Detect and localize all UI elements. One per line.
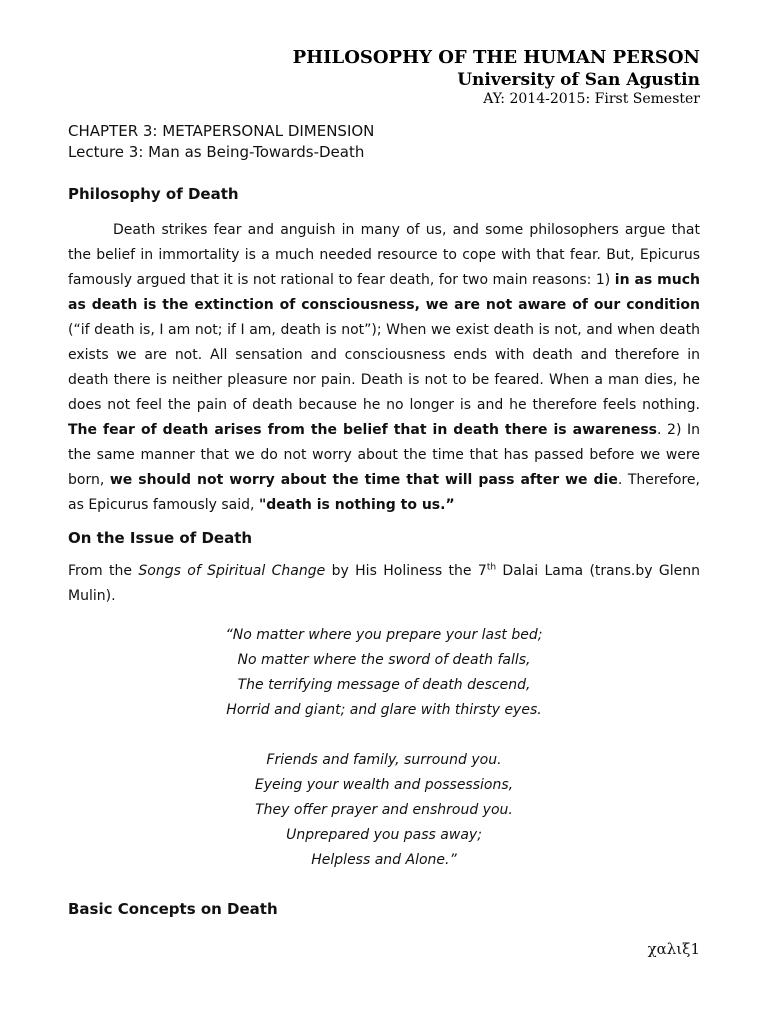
- text-run: Dalai Lama (trans.by Glenn Mulin).: [68, 563, 701, 604]
- ordinal-suffix: th: [486, 562, 497, 573]
- emphasis-text: we should not worry about the time that will pass after we die: [109, 472, 618, 488]
- text-run: . 2) In the same manner that we do not worry about the time that has passed before we were born,: [68, 422, 700, 488]
- document-body: [68, 121, 700, 920]
- philosophy-of-death-paragraph: [68, 218, 700, 518]
- poem-line: They offer prayer and enshroud you.: [255, 802, 513, 818]
- section-title-philosophy-of-death: Philosophy of Death: [68, 185, 239, 203]
- academic-term: AY: 2014-2015: First Semester: [483, 91, 700, 107]
- book-title: Songs of Spiritual Change: [138, 563, 326, 579]
- document-header: [293, 46, 700, 108]
- poem-line: “No matter where you prepare your last bed;: [225, 627, 543, 643]
- text-run: Death strikes fear and anguish in many of us, and some philosophers argue that the belief in immortality is a much needed resource to cope with that fear. But, Epicurus famously argued that it is not rational to fear death, for two main reasons: 1): [68, 222, 700, 288]
- page-footer: χαλιξ1: [647, 940, 700, 958]
- university-name: University of San Agustin: [457, 70, 700, 90]
- section-title-basic-concepts: Basic Concepts on Death: [68, 900, 278, 918]
- section-title-issue-of-death: On the Issue of Death: [68, 529, 253, 547]
- lecture-heading: Lecture 3: Man as Being-Towards-Death: [68, 143, 365, 161]
- text-run: From the: [68, 563, 139, 579]
- poem-line: Helpless and Alone.”: [311, 852, 457, 868]
- text-run: . Therefore, as Epicurus famously said,: [68, 472, 700, 513]
- poem-line: The terrifying message of death descend,: [237, 677, 531, 693]
- poem-stanza-2: [68, 748, 700, 873]
- dalai-lama-intro: [68, 559, 700, 609]
- text-run: (“if death is, I am not; if I am, death is not”); When we exist death is not, and when death exists we are not. All sensation and consciousness ends with death and therefore in death there is neither pleasure nor pain. Death is not to be feared. When a man dies, he does not feel the pain of death because he no longer is and he therefore feels nothing.: [68, 322, 700, 413]
- poem-line: Friends and family, surround you.: [266, 752, 502, 768]
- chapter-heading: CHAPTER 3: METAPERSONAL DIMENSION: [68, 122, 375, 140]
- poem-line: Eyeing your wealth and possessions,: [254, 777, 514, 793]
- emphasis-text: in as much as death is the extinction of consciousness, we are not aware of our condition: [68, 272, 700, 313]
- emphasis-text: The fear of death arises from the belief that in death there is awareness: [68, 422, 657, 438]
- text-run: by His Holiness the 7: [325, 563, 487, 579]
- poem-line: Horrid and giant; and glare with thirsty eyes.: [226, 702, 542, 718]
- course-title: PHILOSOPHY OF THE HUMAN PERSON: [292, 47, 700, 68]
- poem-line: No matter where the sword of death falls,: [237, 652, 531, 668]
- poem-line: Unprepared you pass away;: [286, 827, 482, 843]
- emphasis-text: "death is nothing to us.”: [258, 497, 455, 513]
- poem-stanza-1: [68, 623, 700, 723]
